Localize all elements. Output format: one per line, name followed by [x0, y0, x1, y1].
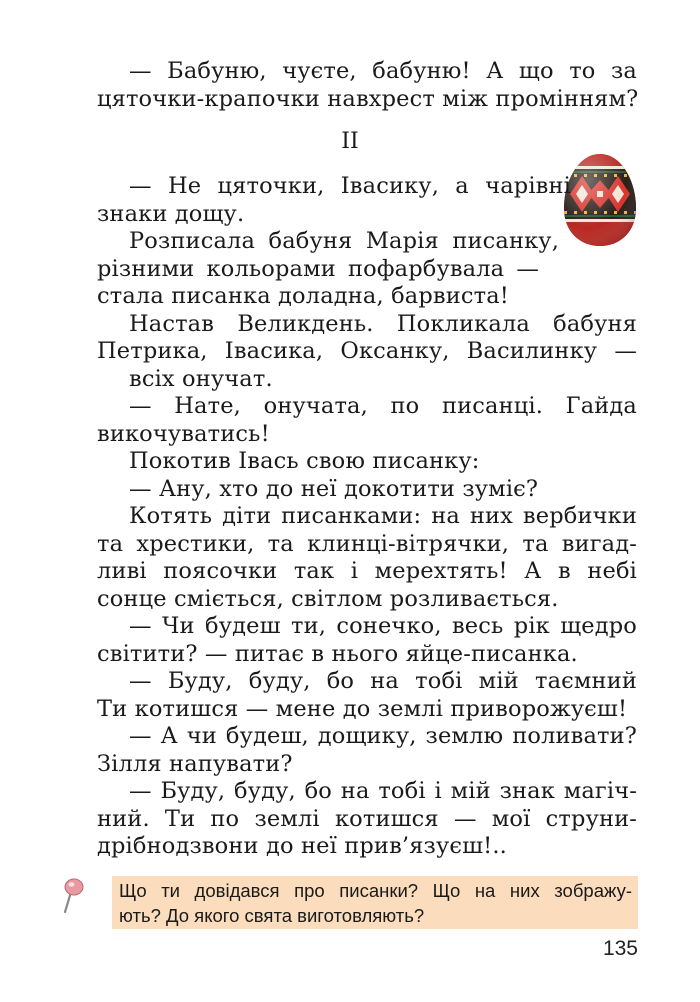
page-number: 135 [602, 937, 638, 960]
pushpin-icon [58, 876, 88, 916]
text-line: знаки дощу. [97, 200, 245, 227]
text-line: — Чи будеш ти, сонечко, весь рік щедро [129, 613, 637, 639]
text-line: — Буду, буду, бо на тобі мій таємний [129, 668, 637, 694]
text-line: — Не цяточки, Івасику, а чарівні [129, 173, 571, 199]
text-line: — Нате, онучата, по писанці. Гайда [129, 393, 637, 419]
task-line: ють? До якого свята виготовляють? [119, 905, 425, 926]
text-line: стала писанка доладна, барвиста! [97, 283, 509, 309]
text-line: — А чи будеш, дощику, землю поливати? [129, 723, 637, 749]
body-text [97, 173, 637, 861]
text-line: світити? — питає в нього яйце-писанка. [97, 640, 578, 667]
text-line: сонце сміється, світлом розливається. [97, 585, 559, 612]
task-line: Що ти довідався про писанки? Що на них зображу- [119, 880, 632, 901]
text-line: — Буду, буду, бо на тобі і мій знак магіч- [129, 778, 637, 804]
text-line: різними кольорами пофарбувала — [97, 255, 539, 282]
text-line: та хрестики, та клинці-вітрячки, та вигад- [97, 530, 637, 557]
text-line: — Ану, хто до неї докотити зуміє? [129, 475, 539, 502]
text-line: Петрика, Івасика, Оксанку, Василинку — [97, 338, 637, 364]
text-line: дрібнодзвони до неї прив’язуєш!.. [97, 833, 507, 859]
text-line: ливі поясочки так і мерехтять! А в небі [97, 558, 637, 584]
text-line: — Бабуню, чуєте, бабуню! А що то за [129, 58, 637, 84]
text-line: Ти котишся — мене до землі приворожуєш! [97, 695, 628, 722]
task-box [112, 876, 638, 929]
text-line: Розписала бабуня Марія писанку, [129, 228, 559, 254]
top-text [97, 58, 637, 113]
text-line: Котять діти писанками: на них вербички [129, 503, 637, 529]
section-heading: II [341, 129, 359, 154]
text-line: Зілля напувати? [97, 750, 293, 777]
text-line: Настав Великдень. Покликала бабуня [129, 310, 637, 337]
text-line: викочуватись! [97, 420, 270, 447]
text-line: Покотив Івась свою писанку: [129, 448, 480, 474]
text-line: всіх онучат. [129, 365, 273, 392]
text-line: ний. Ти по землі котишся — мої струни- [97, 805, 637, 832]
text-line: цяточки-крапочки навхрест між промінням? [97, 85, 639, 112]
